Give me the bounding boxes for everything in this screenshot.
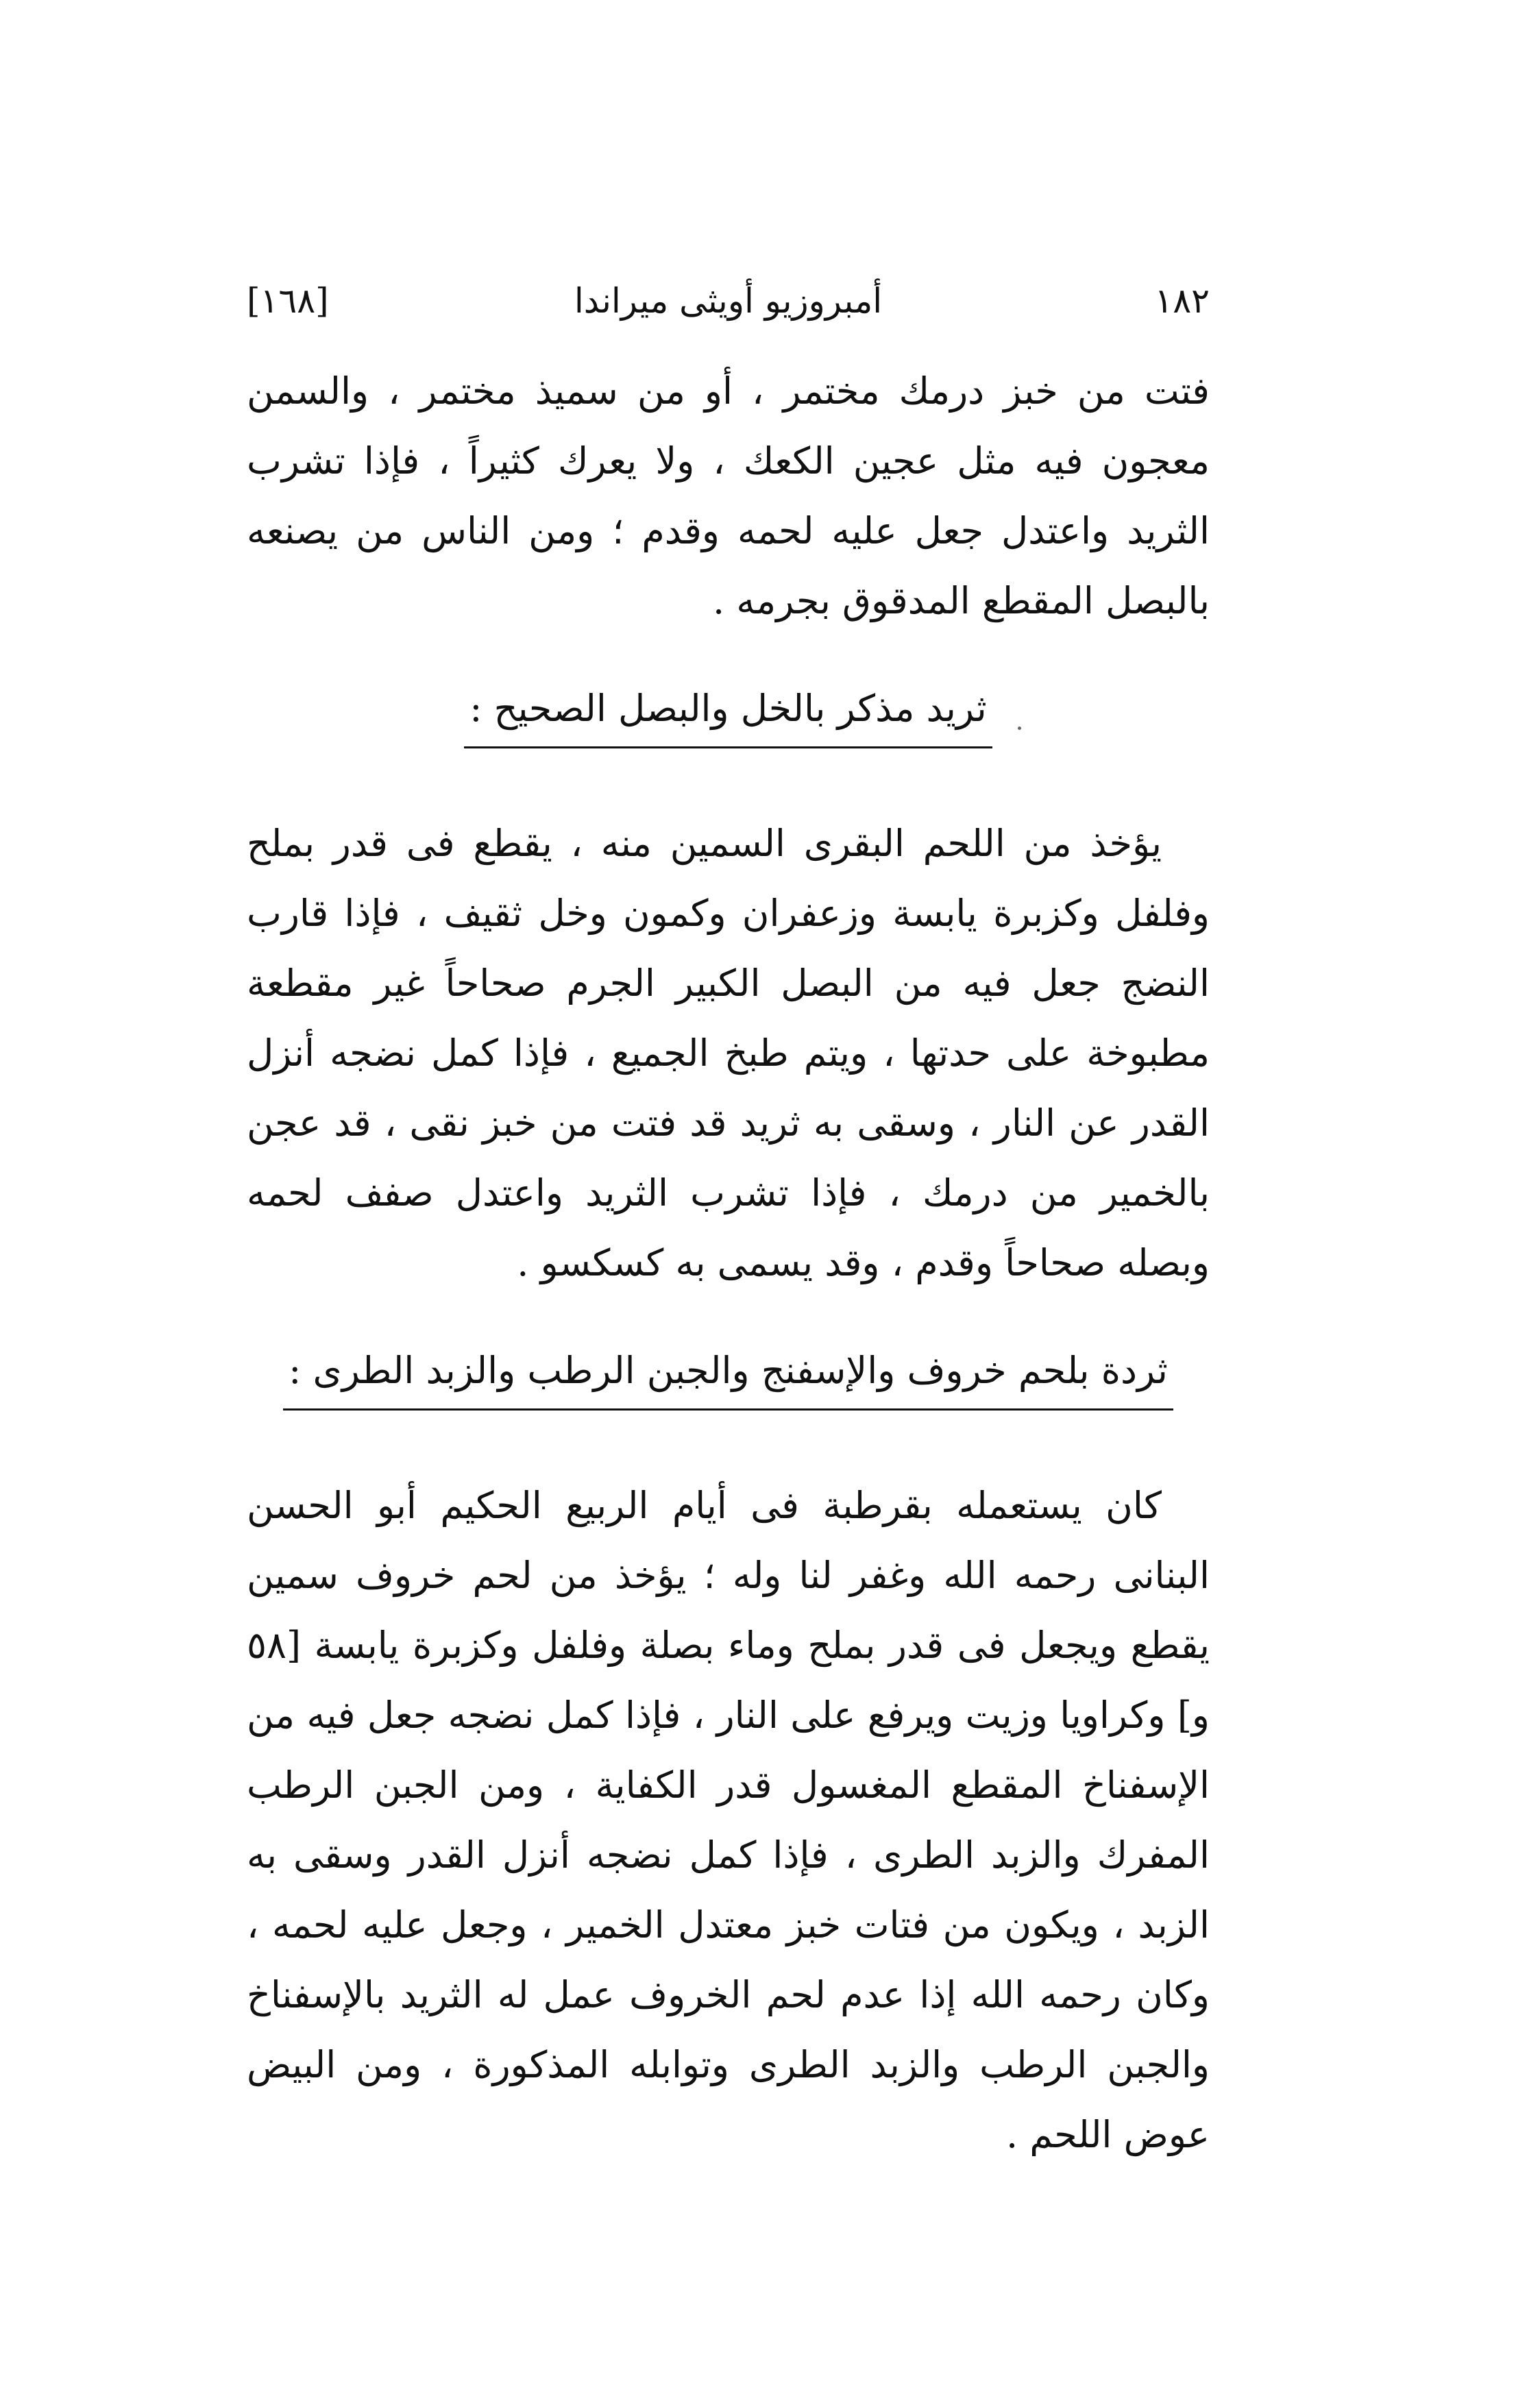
paragraph-continuation: فتت من خبز درمك مختمر ، أو من سميذ مختمر ، والسمن معجون فيه مثل عجين الكعك ، ولا يعرك كثيراً ، فإذا تشرب الثريد واعتدل جعل عليه لحمه وقدم ؛ ومن الناس من يصنعه بالبصل المقطع المدقوق بجرمه . [247,369,1210,622]
paragraph-recipe-vinegar-onion: يؤخذ من اللحم البقرى السمين منه ، يقطع فى قدر بملح وفلفل وكزبرة يابسة وزعفران وكمون وخل ثقيف ، فإذا قارب النضج جعل فيه من البصل الكبير الجرم صحاحاً غير مقطعة مطبوخة على حدتها ، ويتم طبخ الجميع ، فإذا كمل نضجه أنزل القدر عن النار ، وسقى به ثريد قد فتت من خبز نقى ، قد عجن بالخمير من درمك ، فإذا تشرب الثريد واعتدل صفف لحمه وبصله صحاحاً وقدم ، وقد يسمى به كسكسو . [247,822,1210,1284]
paragraph-recipe-lamb-spinach: كان يستعمله بقرطبة فى أيام الربيع الحكيم أبو الحسن البنانى رحمه الله وغفر لنا وله ؛ يؤخذ من لحم خروف سمين يقطع ويجعل فى قدر بملح وماء بصلة وفلفل وكزبرة يابسة [٥٨ و] وكراويا وزيت ويرفع على النار ، فإذا كمل نضجه جعل فيه من الإسفناخ المقطع المغسول قدر الكفاية ، ومن الجبن الرطب المفرك والزبد الطرى ، فإذا كمل نضجه أنزل القدر وسقى به الزبد ، ويكون من فتات خبز معتدل الخمير ، وجعل عليه لحمه ، وكان رحمه الله إذا عدم لحم الخروف عمل له الثريد بالإسفناخ والجبن الرطب والزبد الطرى وتوابله المذكورة ، ومن البيض عوض اللحم . [247,1484,1210,2156]
page-number: ١٨٢ [1154,281,1210,321]
page-body [247,356,1210,2170]
manuscript-folio-number: [١٦٨] [247,281,329,321]
section-heading-lamb-spinach-tharida: ثردة بلحم خروف والإسفنج والجبن الرطب والزبد الطرى : [283,1340,1173,1411]
author-name: أمبروزيو أويثى ميراندا [574,281,883,321]
running-header [247,281,1210,343]
section-heading-vinegar-onion-tharid: ثريد مذكر بالخل والبصل الصحيح : [464,678,992,748]
section-heading-wrapper [247,1336,1210,1411]
section-heading-wrapper [247,674,1210,748]
